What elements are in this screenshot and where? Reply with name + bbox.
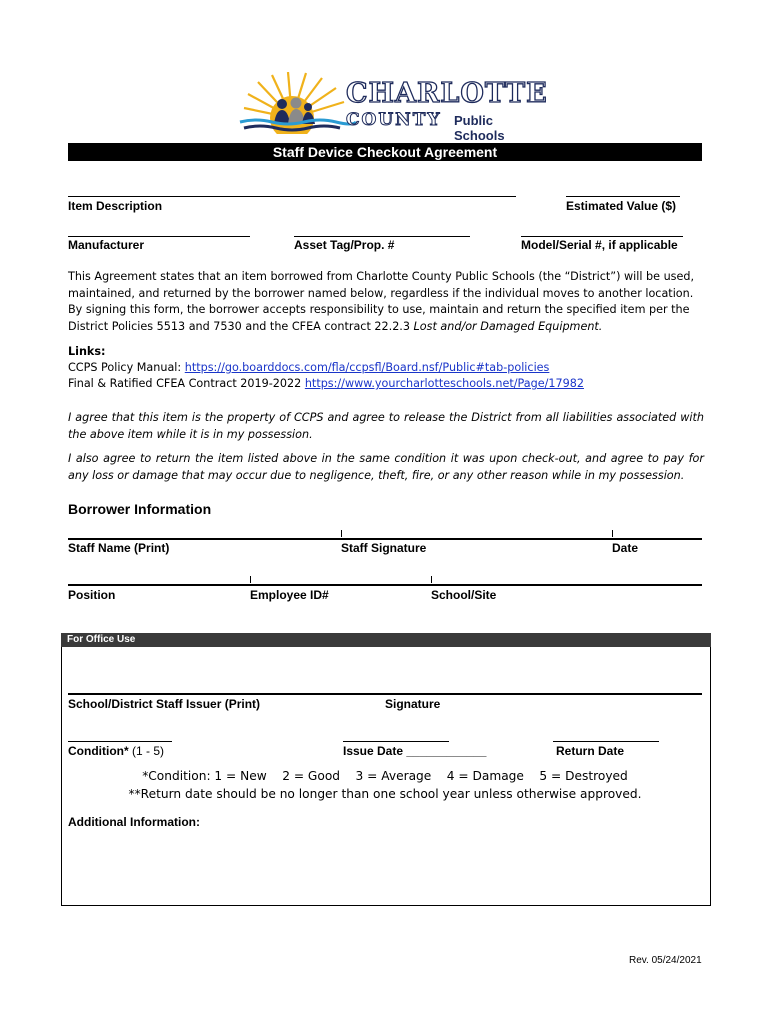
logo-name-county: COUNTY [346, 110, 442, 130]
office-use-header [61, 633, 711, 647]
position-label: Position [68, 588, 116, 602]
item-description-label: Item Description [68, 199, 163, 213]
agreement-paragraph [68, 269, 704, 335]
office-use-title: For Office Use [67, 634, 136, 645]
employee-id-label: Employee ID# [250, 588, 329, 602]
separator-tick [431, 576, 432, 583]
issuer-signature-label: Signature [385, 697, 441, 711]
position-line[interactable] [68, 584, 702, 586]
estimated-value-line[interactable] [566, 196, 680, 197]
cfea-contract-link[interactable]: https://www.yourcharlotteschools.net/Page/17982 [304, 377, 584, 390]
link1-row [68, 360, 549, 377]
links-label: Links: [68, 345, 106, 358]
date-label: Date [612, 541, 639, 555]
return-date-label: Return Date [556, 744, 625, 758]
estimated-value-label: Estimated Value ($) [566, 199, 677, 213]
additional-info-label: Additional Information: [68, 815, 200, 829]
condition-range: (1 - 5) [132, 744, 165, 758]
issue-date-top-line[interactable] [343, 741, 449, 742]
staff-signature-label: Staff Signature [341, 541, 427, 555]
return-note: **Return date should be no longer than one school year unless otherwise approved. [128, 787, 642, 801]
asset-tag-label: Asset Tag/Prop. # [294, 238, 395, 252]
manufacturer-line[interactable] [68, 236, 250, 237]
revision-date: Rev. 05/24/2021 [629, 955, 702, 966]
agreement-text: This Agreement states that an item borrowed from Charlotte County Public Schools (the “District”) will be used, maintained, and returned by the borrower named below, regardless if the individual moves to another location. By signing this form, the borrower accepts responsibility to use, maintain and return the specified item per the District Policies 5513 and 7530 and the CFEA contract 22.2.3 [68, 270, 695, 333]
condition-note: *Condition: 1 = New 2 = Good 3 = Average 4 = Damage 5 = Destroyed [142, 769, 628, 783]
agree-statement-2: I also agree to return the item listed above in the same condition it was upon check-out, and agree to pay for any loss or damage that may occur due to negligence, theft, fire, or any other reason while in my possession. [68, 452, 704, 482]
separator-tick [341, 530, 342, 537]
school-site-label: School/Site [431, 588, 497, 602]
issuer-line[interactable] [68, 693, 702, 695]
issue-date-row [343, 744, 486, 758]
asset-tag-line[interactable] [294, 236, 470, 237]
logo-name-charlotte: CHARLOTTE [346, 78, 548, 109]
issuer-label: School/District Staff Issuer (Print) [68, 697, 261, 711]
model-serial-label: Model/Serial #, if applicable [521, 238, 678, 252]
link1-prefix: CCPS Policy Manual: [68, 361, 182, 374]
manufacturer-label: Manufacturer [68, 238, 145, 252]
item-description-line[interactable] [68, 196, 516, 197]
logo-name-public-schools: Public Schools [454, 113, 505, 143]
district-logo [236, 72, 548, 143]
issue-date-blank[interactable]: ____________ [406, 744, 487, 758]
condition-label: Condition* [68, 744, 129, 758]
issue-date-label: Issue Date [343, 744, 404, 758]
additional-info-field[interactable] [68, 832, 700, 898]
separator-tick [250, 576, 251, 583]
ccps-policy-link[interactable]: https://go.boarddocs.com/fla/ccpsfl/Board.nsf/Public#tab-policies [184, 361, 550, 374]
staff-name-label: Staff Name (Print) [68, 541, 170, 555]
return-date-line[interactable] [553, 741, 659, 742]
model-serial-line[interactable] [521, 236, 683, 237]
condition-label-row [68, 744, 164, 758]
staff-name-line[interactable] [68, 538, 702, 540]
agreement-italic-text: Lost and/or Damaged Equipment. [413, 319, 603, 333]
link2-prefix: Final & Ratified CFEA Contract 2019-2022 [68, 377, 302, 390]
form-title: Staff Device Checkout Agreement [68, 143, 702, 161]
agree-statement-1: I agree that this item is the property of CCPS and agree to release the District from all liabilities associated with the above item while it is in my possession. [68, 411, 704, 441]
condition-line[interactable] [68, 741, 172, 742]
separator-tick [612, 530, 613, 537]
link2-row [68, 376, 584, 393]
borrower-heading: Borrower Information [68, 501, 212, 517]
